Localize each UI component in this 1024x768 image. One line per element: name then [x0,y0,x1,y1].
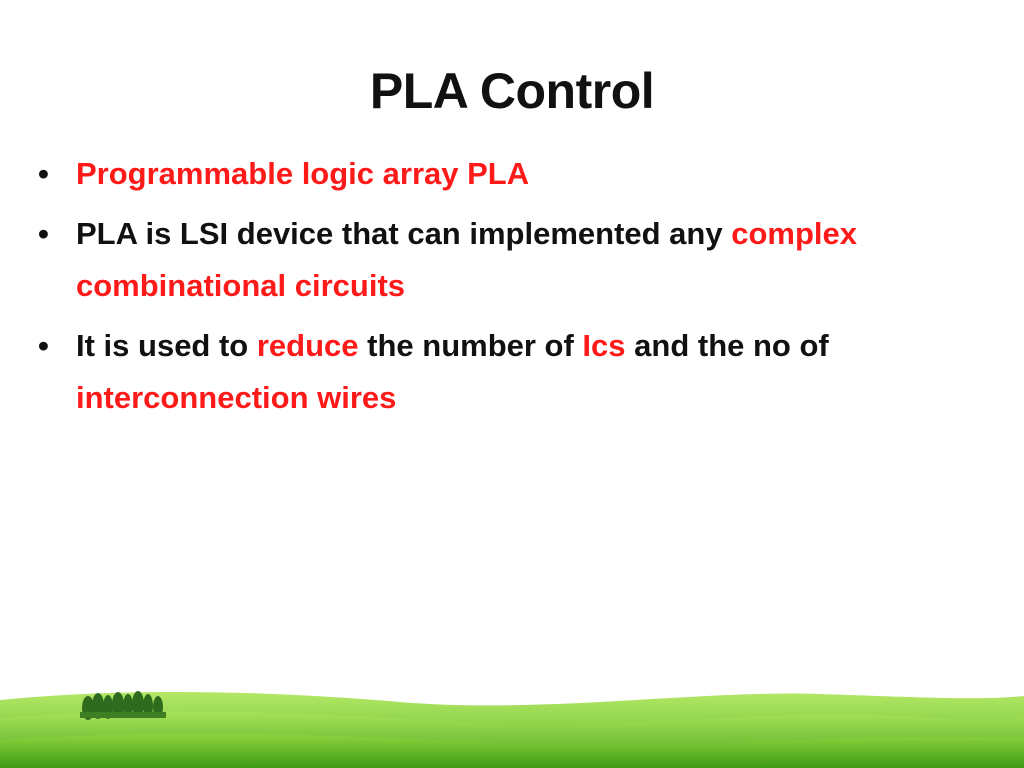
bullet-item [38,320,998,424]
bullet-item [38,208,998,312]
bullet-text: Programmable logic array PLA [76,156,530,191]
bullet-icon: • [38,328,49,363]
slide-title: PLA Control [369,63,655,119]
bullet-item [38,148,998,200]
trees-icon [80,691,166,720]
bullet-text: the number of [358,328,583,363]
bullet-text: PLA is LSI device that can implemented any [76,216,732,251]
bullet-text: It is used to [76,328,257,363]
bullet-highlight: complex combinational circuits [76,216,857,303]
bullet-highlight: reduce [256,328,359,363]
bullet-highlight: interconnection wires [76,380,397,415]
bullet-list [38,148,998,432]
bullet-highlight: Ics [582,328,626,363]
bullet-text: and the no of [625,328,829,363]
bullet-icon: • [38,216,49,251]
bullet-icon: • [38,156,49,191]
